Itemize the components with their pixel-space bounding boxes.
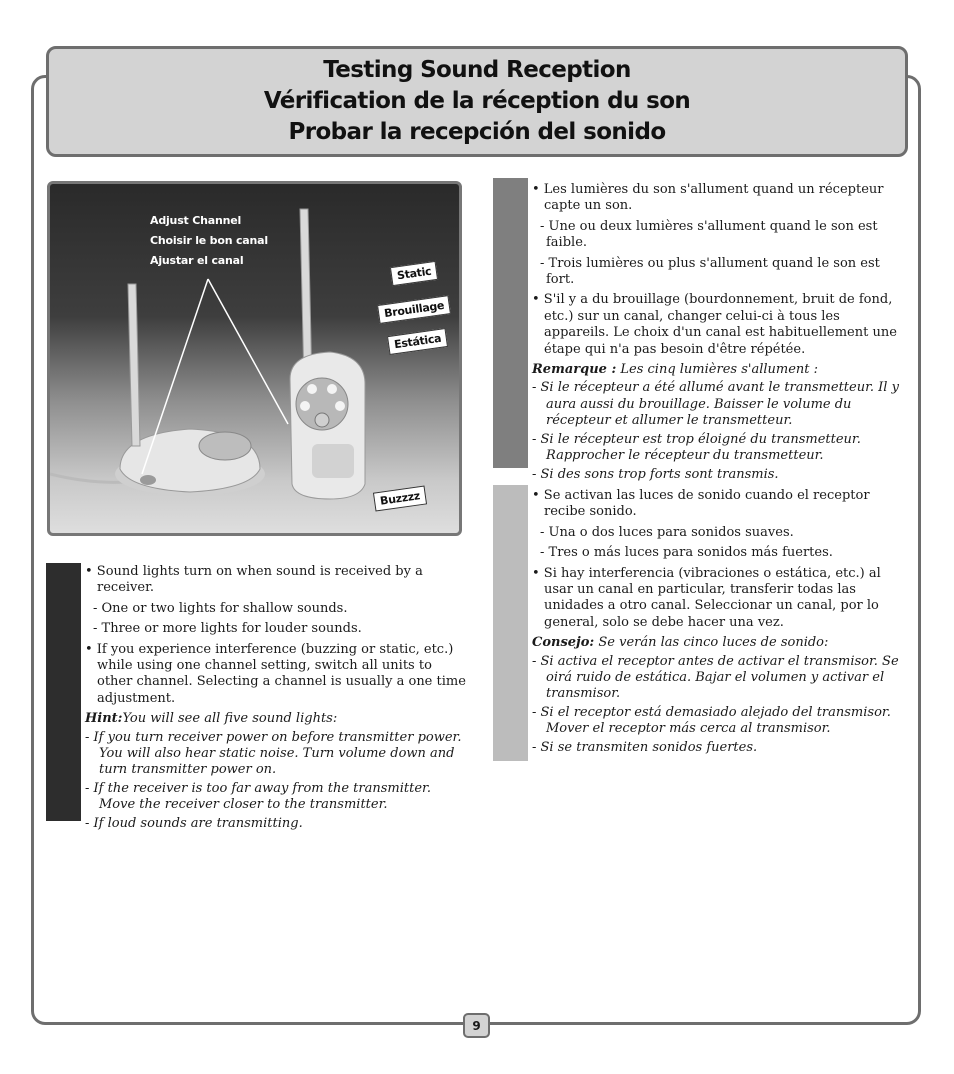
title-french: Vérification de la réception du son [263,88,691,114]
spanish-hint-label: Consejo: [532,635,595,651]
french-hint-label: Remarque : [532,362,617,378]
sidebar-french [493,178,528,468]
english-hint-text: You will see all five sound lights: [122,711,338,727]
english-sub-1: - One or two lights for shallow sounds. [93,600,348,616]
spanish-bullet-1: • Se activan las luces de sonido cuando el receptor recibe sonido. [532,488,870,520]
callout-ajustar-canal: Ajustar el canal [150,254,244,267]
section-spanish [532,488,904,758]
sidebar-spanish [493,485,528,761]
spanish-bullet-2: • Si hay interferencia (vibraciones o estática, etc.) al usar un canal en particular, transferir todas las unidades a otro canal. Seleccionar un canal, por lo general, solo se debe hacer una vez. [532,565,881,630]
french-dash-3: - Si des sons trop forts sont transmis. [532,466,779,482]
tag-brouillage: Brouillage [377,295,451,324]
spanish-dash-3: - Si se transmiten sonidos fuertes. [532,739,758,755]
tag-estatica: Estática [387,328,448,355]
spanish-sub-1: - Una o dos luces para sonidos suaves. [540,524,794,540]
spanish-hint-text: Se verán las cinco luces de sonido: [594,635,829,651]
french-dash-2: - Si le récepteur est trop éloigné du transmetteur. Rapprocher le récepteur du transmetteur. [532,431,861,464]
section-english [85,564,470,834]
french-bullet-1: • Les lumières du son s'allument quand un récepteur capte un son. [532,182,884,214]
french-dash-1: - Si le récepteur a été allumé avant le transmetteur. Il y aura aussi du brouillage. Baisser le volume du récepteur et allumer le transmetteur. [532,380,899,429]
french-bullet-2: • S'il y a du brouillage (bourdonnement, bruit de fond, etc.) sur un canal, changer celui-ci à tous les appareils. Le choix d'un canal est habituellement une étape qui n'a pas besoin d'être répétée. [532,292,897,357]
section-french [532,182,904,485]
english-sub-2: - Three or more lights for louder sounds. [93,621,362,637]
french-sub-2: - Trois lumières ou plus s'allument quand le son est fort. [540,255,880,288]
english-hint [85,711,470,727]
spanish-dash-1: - Si activa el receptor antes de activar el transmisor. Se oirá ruido de estática. Bajar el volumen y activar el transmisor. [532,653,899,702]
tag-buzzzz: Buzzzz [373,485,427,511]
product-photo [47,181,462,536]
english-dash-3: - If loud sounds are transmitting. [85,815,303,831]
spanish-dash-2: - Si el receptor está demasiado alejado del transmisor. Mover el receptor más cerca al transmisor. [532,704,891,737]
page-title-box [46,46,908,157]
english-dash-1: - If you turn receiver power on before transmitter power. You will also hear static noise. Turn volume down and turn transmitter power on. [85,729,462,778]
title-spanish: Probar la recepción del sonido [288,119,666,145]
english-bullet-2: • If you experience interference (buzzing or static, etc.) while using one channel setting, switch all units to other channel. Selecting a channel is usually a one time adjustment. [85,641,466,706]
spanish-hint [532,635,904,651]
spanish-sub-2: - Tres o más luces para sonidos más fuertes. [540,545,833,561]
english-hint-label: Hint: [85,711,123,727]
english-bullet-1: • Sound lights turn on when sound is received by a receiver. [85,564,423,596]
tag-static: Static [390,261,439,286]
french-hint-text: Les cinq lumières s'allument : [616,362,819,378]
french-sub-1: - Une ou deux lumières s'allument quand le son est faible. [540,218,878,251]
french-hint [532,362,904,378]
page-number: 9 [463,1013,490,1038]
title-english: Testing Sound Reception [323,57,631,83]
sidebar-english [46,563,81,821]
callout-choisir-canal: Choisir le bon canal [150,234,268,247]
callout-adjust-channel: Adjust Channel [150,214,242,227]
english-dash-2: - If the receiver is too far away from the transmitter. Move the receiver closer to the transmitter. [85,780,431,813]
